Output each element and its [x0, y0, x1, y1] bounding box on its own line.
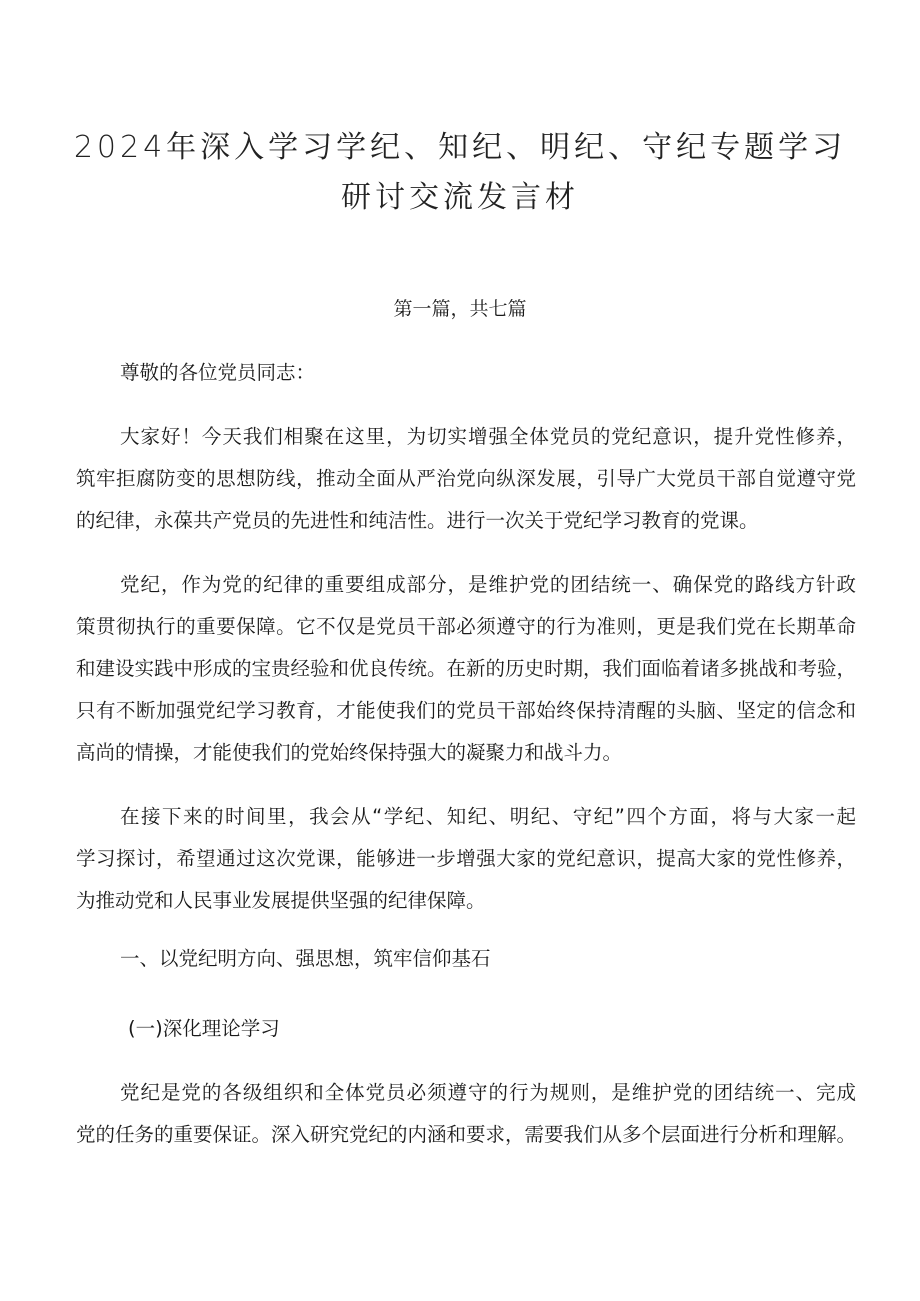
paragraph-1-line: 大家好！今天我们相聚在这里，为切实增强全体党员的党纪意识，提升党性修养， [120, 425, 856, 448]
salutation: 尊敬的各位党员同志： [120, 361, 316, 384]
paragraph-1-line: 的纪律，永葆共产党员的先进性和纯洁性。进行一次关于党纪学习教育的党课。 [76, 509, 759, 532]
paragraph-2-line: 策贯彻执行的重要保障。它不仅是党员干部必须遵守的行为准则，更是我们党在长期革命 [76, 615, 856, 638]
paragraph-2-line: 只有不断加强党纪学习教育，才能使我们的党员干部始终保持清醒的头脑、坚定的信念和 [76, 699, 856, 722]
paragraph-4-line: 党的任务的重要保证。深入研究党纪的内涵和要求，需要我们从多个层面进行分析和理解。 [76, 1123, 856, 1146]
document-title-line-1: 2024年深入学习学纪、知纪、明纪、守纪专题学习 [73, 130, 847, 165]
section-heading: 一、以党纪明方向、强思想，筑牢信仰基石 [120, 947, 491, 970]
paragraph-2-line: 高尚的情操，才能使我们的党始终保持强大的凝聚力和战斗力。 [76, 741, 623, 764]
paragraph-3-line: 学习探讨，希望通过这次党课，能够进一步增强大家的党纪意识，提高大家的党性修养， [76, 847, 856, 870]
subsection-heading: (一)深化理论学习 [128, 1017, 280, 1040]
document-subtitle: 第一篇，共七篇 [393, 298, 527, 320]
document-title-line-2: 研讨交流发言材 [341, 180, 579, 215]
paragraph-3-line: 在接下来的时间里，我会从“学纪、知纪、明纪、守纪”四个方面，将与大家一起 [120, 805, 856, 828]
paragraph-4-line: 党纪是党的各级组织和全体党员必须遵守的行为规则，是维护党的团结统一、完成 [120, 1081, 856, 1104]
paragraph-3-line: 为推动党和人民事业发展提供坚强的纪律保障。 [76, 889, 486, 912]
paragraph-2-line: 和建设实践中形成的宝贵经验和优良传统。在新的历史时期，我们面临着诸多挑战和考验， [76, 657, 856, 680]
paragraph-1-line: 筑牢拒腐防变的思想防线，推动全面从严治党向纵深发展，引导广大党员干部自觉遵守党 [76, 467, 856, 490]
paragraph-2-line: 党纪，作为党的纪律的重要组成部分，是维护党的团结统一、确保党的路线方针政 [120, 573, 856, 596]
